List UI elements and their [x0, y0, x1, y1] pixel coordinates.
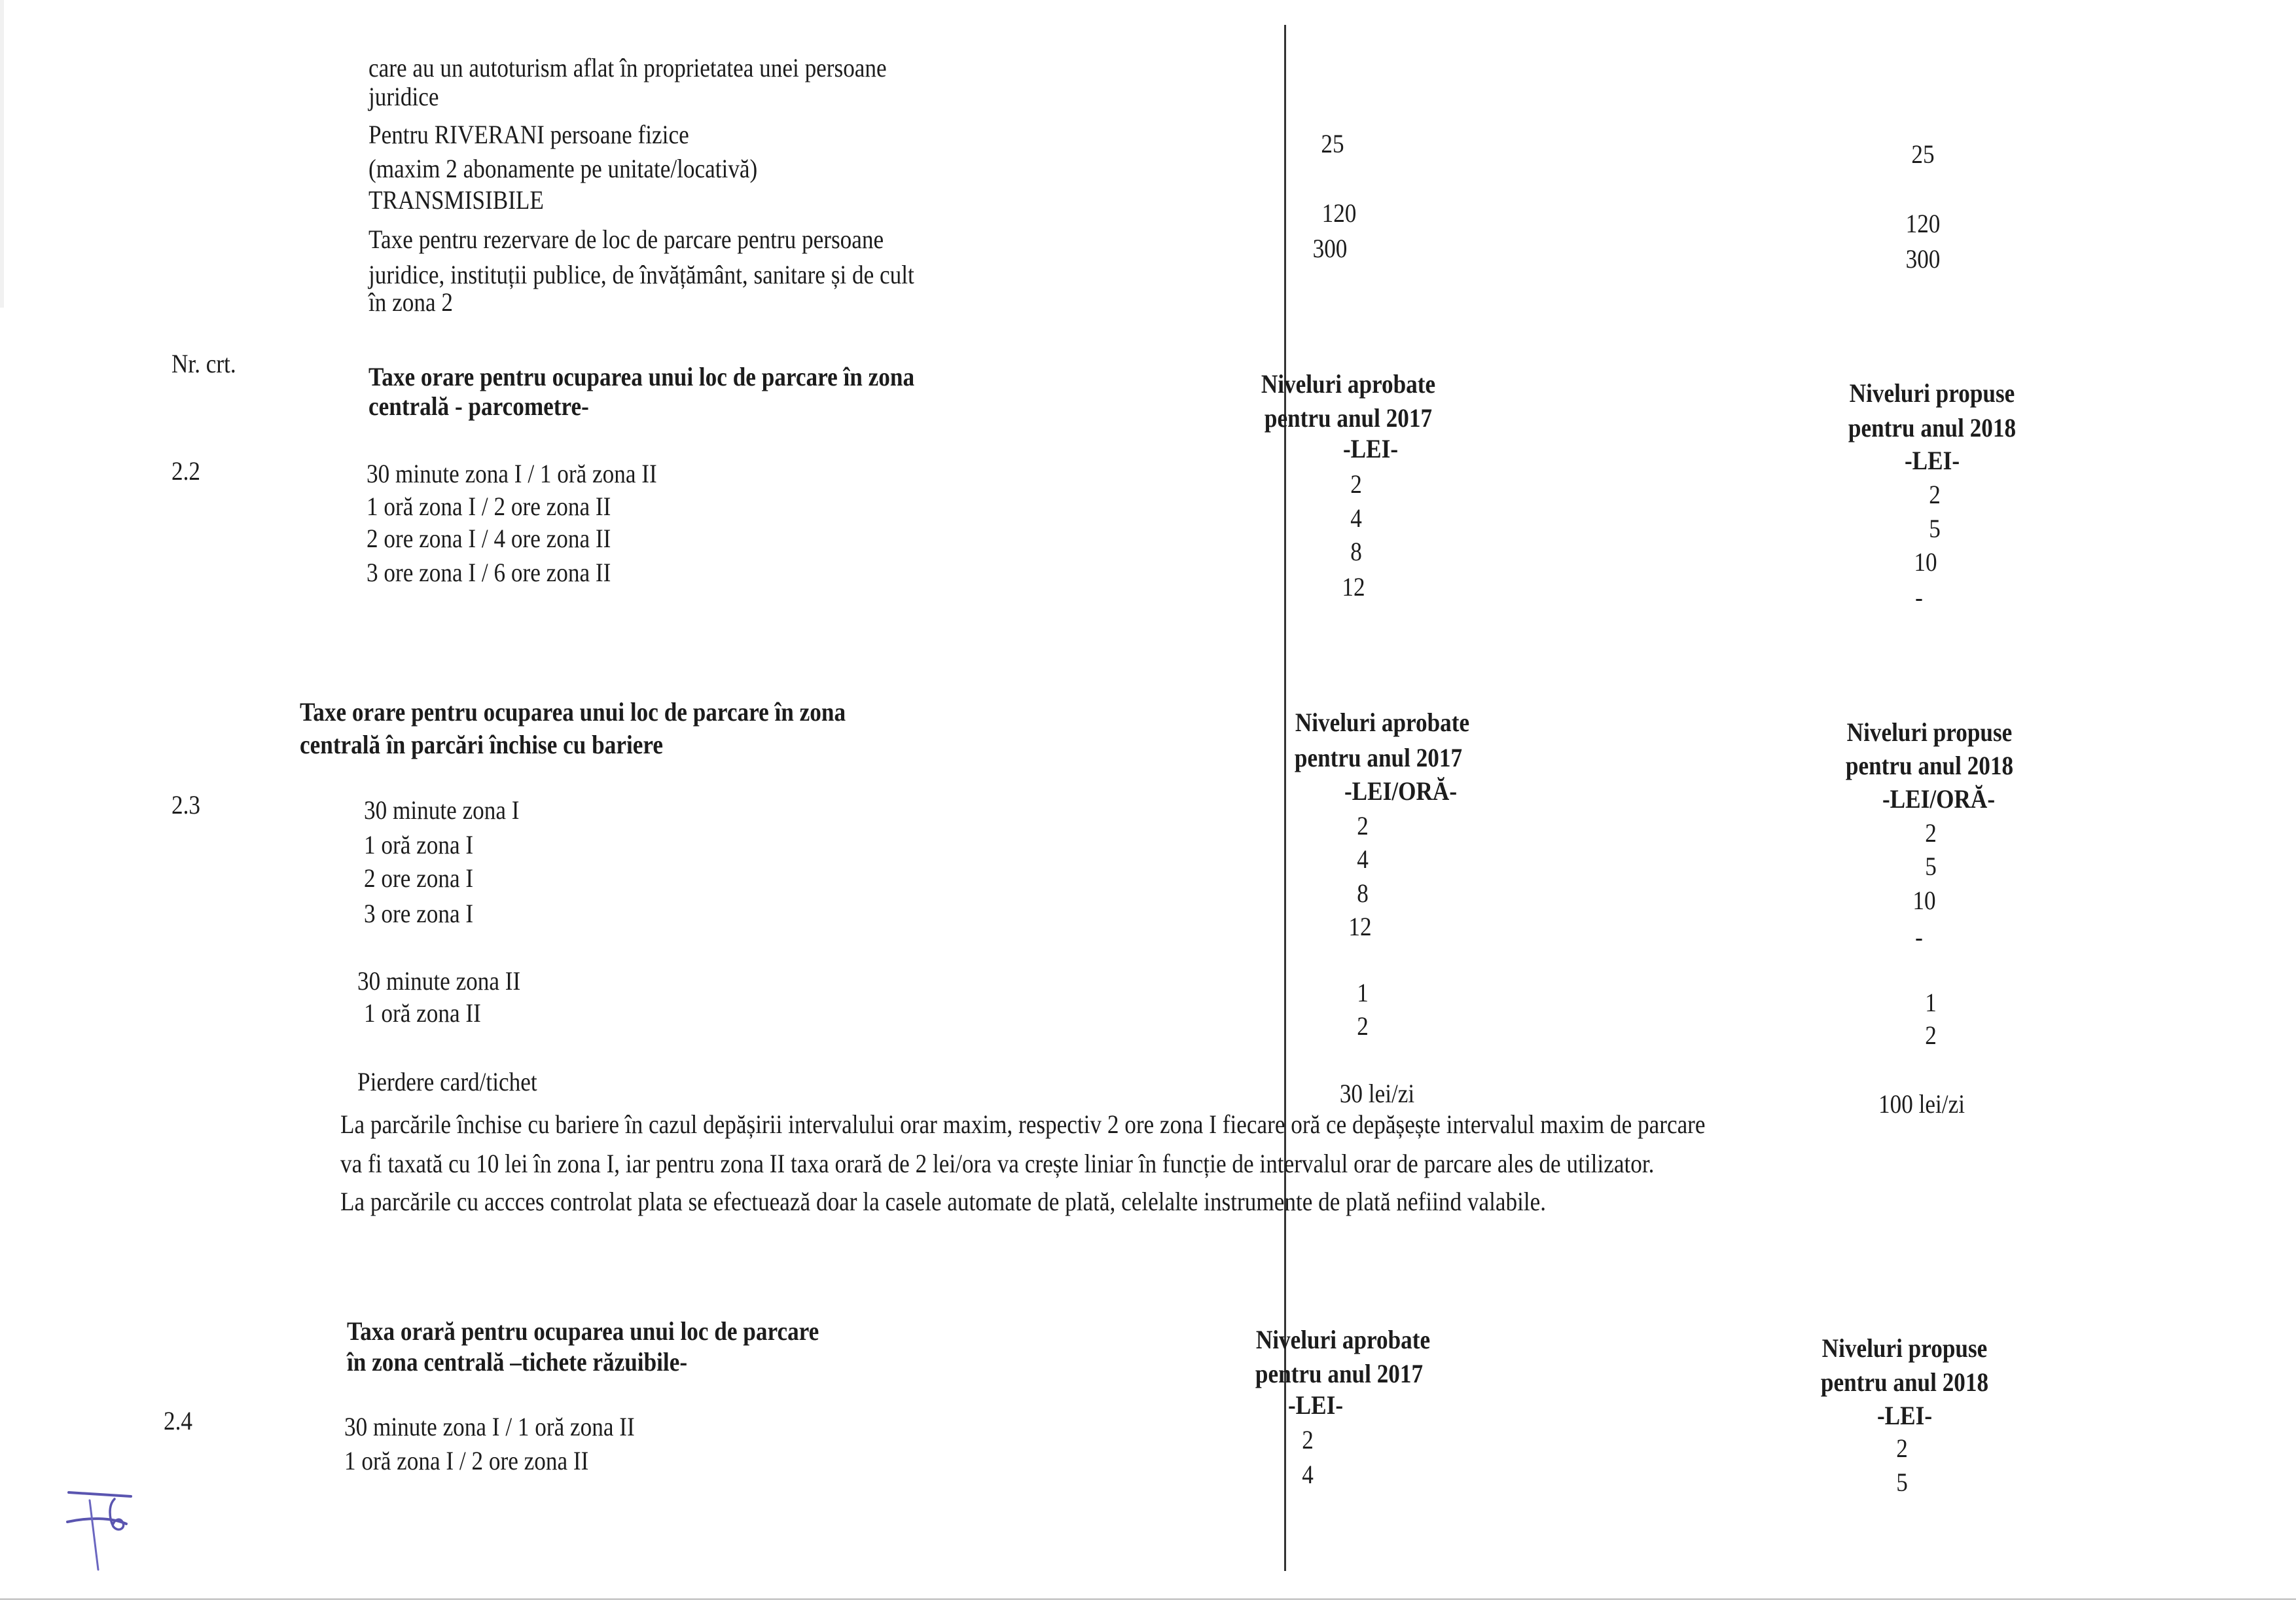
value-2018: 2	[1929, 480, 1941, 509]
value-2017: 25	[1321, 129, 1344, 158]
row-label: 2 ore zona I	[364, 863, 474, 893]
header-2017: Niveluri aprobate	[1295, 708, 1470, 737]
handwritten-signature	[62, 1486, 147, 1584]
section-number: 2.2	[171, 456, 200, 486]
intro-line: care au un autoturism aflat în proprietatea unei persoane	[368, 53, 887, 82]
header-2017: pentru anul 2017	[1294, 743, 1463, 772]
value-2018: 25	[1911, 139, 1935, 169]
row-label: 2 ore zona I / 4 ore zona II	[367, 524, 611, 553]
note-line: va fi taxată cu 10 lei în zona I, iar pentru zona II taxa orară de 2 lei/ora va crește liniar în funcție de intervalul orar de parcare ales de utilizator.	[340, 1149, 1655, 1178]
value-2018: 5	[1929, 514, 1941, 543]
row-label: 30 minute zona II	[357, 966, 521, 996]
row-label: 1 oră zona I / 2 ore zona II	[367, 492, 611, 521]
header-2017-unit: -LEI/ORĂ-	[1344, 776, 1458, 806]
value-2018: 10	[1912, 886, 1936, 915]
value-2018: 2	[1925, 1020, 1937, 1050]
value-2017: 2	[1350, 469, 1362, 499]
header-2017: pentru anul 2017	[1264, 403, 1433, 433]
value-2018: 1	[1925, 988, 1937, 1017]
row-label: 30 minute zona I / 1 oră zona II	[367, 459, 657, 488]
value-2017: 2	[1357, 811, 1369, 840]
value-2017: 30 lei/zi	[1339, 1079, 1415, 1108]
header-2018-unit: -LEI-	[1904, 446, 1960, 475]
intro-line: (maxim 2 abonamente pe unitate/locativă)	[368, 154, 758, 183]
note-line: La parcările cu accces controlat plata se efectuează doar la casele automate de plată, celelalte instrumente de plată nefiind valabile.	[340, 1187, 1547, 1216]
row-label: 30 minute zona I / 1 oră zona II	[344, 1412, 635, 1441]
value-2017: 1	[1357, 978, 1369, 1007]
value-2017: 12	[1348, 912, 1372, 941]
intro-line: juridice	[368, 82, 439, 111]
intro-line: juridice, instituții publice, de învățământ, sanitare și de cult	[368, 260, 914, 289]
header-2017-unit: -LEI-	[1342, 434, 1399, 463]
header-2018-unit: -LEI-	[1876, 1401, 1933, 1430]
row-label: 1 oră zona I	[364, 830, 474, 859]
row-label: 1 oră zona II	[364, 998, 481, 1028]
intro-line: TRANSMISIBILE	[368, 185, 544, 215]
value-2017: 300	[1312, 234, 1348, 263]
value-2018: 120	[1905, 209, 1941, 238]
value-2017: 2	[1357, 1011, 1369, 1041]
row-label: Pierdere card/tichet	[357, 1067, 537, 1096]
section-title: centrală - parcometre-	[368, 391, 589, 421]
header-2017: pentru anul 2017	[1255, 1359, 1424, 1388]
header-2018: Niveluri propuse	[1849, 378, 2015, 408]
row-label: 1 oră zona I / 2 ore zona II	[344, 1446, 589, 1475]
value-2018: 2	[1896, 1434, 1908, 1463]
section-number: 2.3	[171, 790, 200, 820]
value-2017: 4	[1357, 844, 1369, 874]
intro-line: Taxe pentru rezervare de loc de parcare pentru persoane	[368, 225, 884, 254]
value-2018: 5	[1896, 1468, 1908, 1497]
note-line: La parcările închise cu bariere în cazul depășirii intervalului orar maxim, respectiv 2 ore zona I fiecare oră ce depășește intervalul maxim de parcare	[340, 1110, 1706, 1139]
page-bottom-rule	[0, 1598, 2296, 1600]
value-2018: 2	[1925, 818, 1937, 848]
value-2018: 100 lei/zi	[1878, 1089, 1965, 1119]
header-2017-unit: -LEI-	[1287, 1390, 1344, 1420]
header-2018: Niveluri propuse	[1846, 717, 2013, 747]
header-2018: Niveluri propuse	[1821, 1333, 1988, 1363]
value-2018: -	[1915, 922, 1923, 952]
value-2018: 5	[1925, 852, 1937, 881]
header-2017: Niveluri aprobate	[1255, 1325, 1431, 1354]
row-label: 30 minute zona I	[364, 795, 520, 825]
nr-crt-label: Nr. crt.	[171, 349, 236, 378]
value-2017: 4	[1350, 503, 1362, 533]
section-title: Taxa orară pentru ocuparea unui loc de parcare	[347, 1316, 819, 1346]
value-2017: 8	[1357, 878, 1369, 908]
header-2018: pentru anul 2018	[1848, 413, 2017, 442]
section-number: 2.4	[164, 1406, 192, 1435]
header-2018: pentru anul 2018	[1845, 751, 2014, 780]
intro-line: Pentru RIVERANI persoane fizice	[368, 120, 689, 149]
header-2018-unit: -LEI/ORĂ-	[1882, 784, 1996, 814]
row-label: 3 ore zona I / 6 ore zona II	[367, 558, 611, 587]
section-title: centrală în parcări închise cu bariere	[300, 730, 663, 759]
section-title: Taxe orare pentru ocuparea unui loc de parcare în zona	[368, 362, 915, 391]
value-2017: 12	[1342, 572, 1365, 602]
value-2018: -	[1915, 583, 1923, 612]
value-2017: 8	[1350, 537, 1362, 566]
section-title: Taxe orare pentru ocuparea unui loc de parcare în zona	[300, 697, 846, 727]
value-2018: 10	[1914, 547, 1937, 577]
row-label: 3 ore zona I	[364, 899, 474, 928]
header-2018: pentru anul 2018	[1820, 1367, 1989, 1397]
scan-edge	[0, 0, 4, 308]
section-title: în zona centrală –tichete răzuibile-	[347, 1347, 688, 1377]
value-2017: 2	[1302, 1425, 1314, 1454]
header-2017: Niveluri aprobate	[1261, 369, 1436, 399]
value-2017: 4	[1302, 1460, 1314, 1489]
value-2018: 300	[1905, 244, 1941, 274]
intro-line: în zona 2	[368, 287, 454, 317]
value-2017: 120	[1321, 198, 1357, 228]
